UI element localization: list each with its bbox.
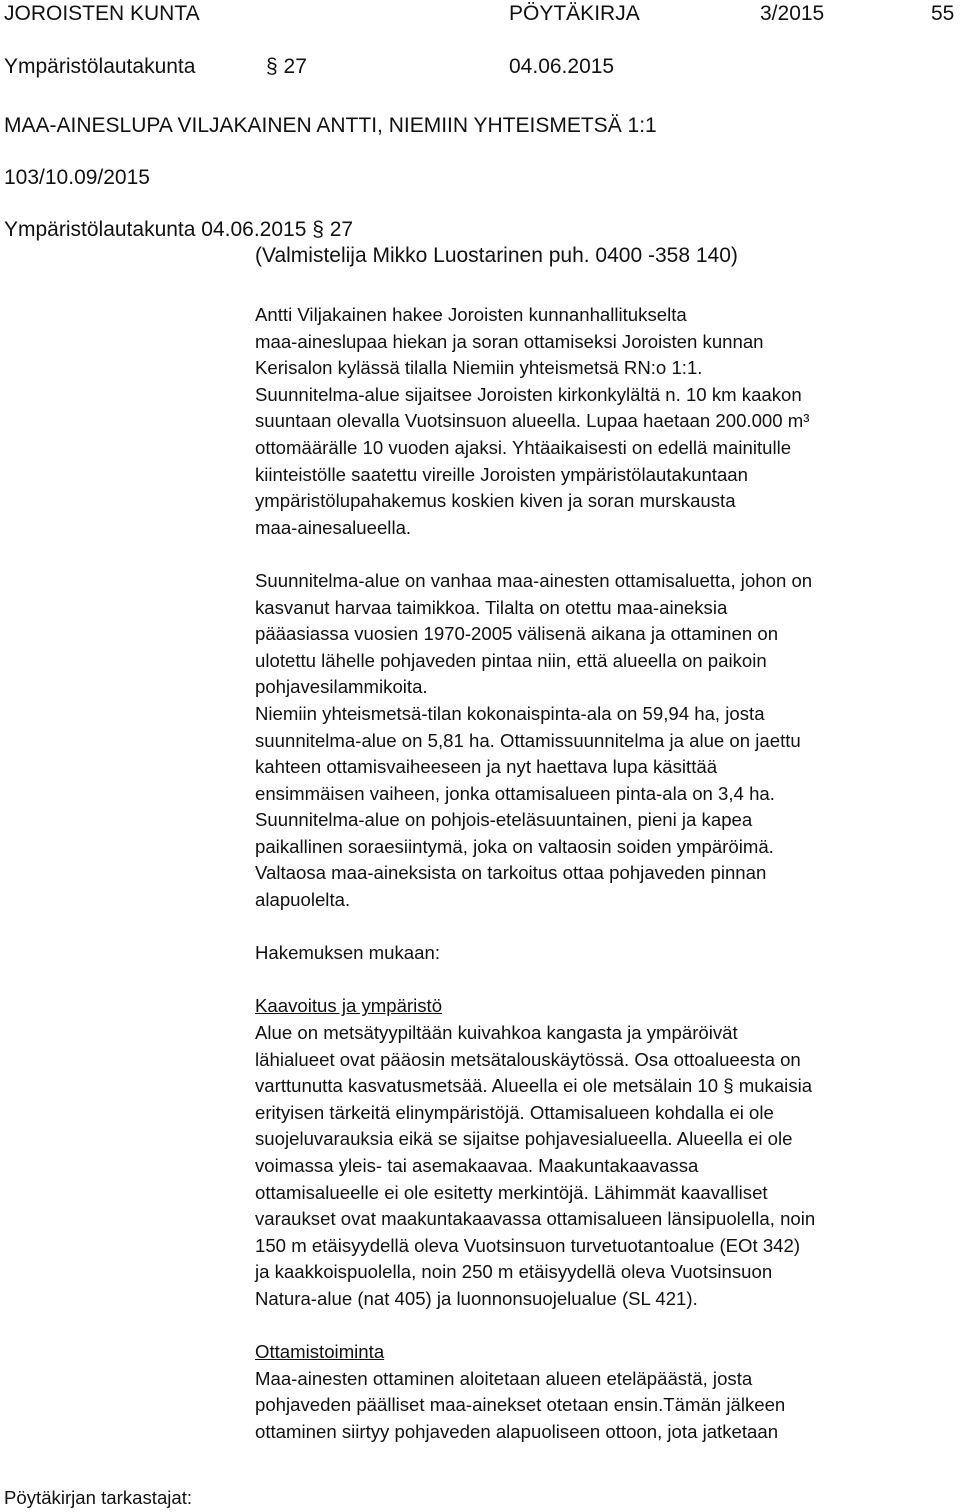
text-line: Suunnitelma-alue on pohjois-eteläsuuntainen, pieni ja kapea [255,809,753,831]
text-line: Maa-ainesten ottaminen aloitetaan alueen eteläpäästä, josta [255,1367,753,1389]
section-heading: Kaavoitus ja ympäristö [255,995,443,1017]
text-line: Alue on metsätyypiltään kuivahkoa kangasta ja ympäröivät [255,1022,738,1044]
text-line: pohjaveden päälliset maa-ainekset otetaan ensin.Tämän jälkeen [255,1394,786,1416]
meeting-reference: Ympäristölautakunta 04.06.2015 § 27 [4,218,354,241]
text-line: ottamisalueelle ei ole esitetty merkintöjä. Lähimmät kaavalliset [255,1181,768,1203]
text-line: Antti Viljakainen hakee Joroisten kunnanhallitukselta [255,304,687,325]
text-line: alapuolelta. [255,889,351,911]
text-line: Natura-alue (nat 405) ja luonnonsuojelualue (SL 421). [255,1287,698,1309]
text-line: ensimmäisen vaiheen, jonka ottamisalueen pinta-ala on 3,4 ha. [255,782,775,804]
page-number: 55 [931,2,955,25]
text-line: pohjavesilammikoita. [255,676,428,698]
text-line: ympäristölupahakemus koskien kiven ja soran murskausta [255,490,736,512]
text-line: maa-aineslupaa hiekan ja soran ottamiseksi Joroisten kunnan [255,330,764,352]
text-line: varaukset ovat maakuntakaavassa ottamisalueen länsipuolella, noin [255,1208,816,1230]
text-line: voimassa yleis- tai asemakaavaa. Maakuntakaavassa [255,1155,699,1176]
text-line: Valtaosa maa-aineksista on tarkoitus ottaa pohjaveden pinnan [255,862,767,884]
text-line: Suunnitelma-alue on vanhaa maa-ainesten ottamisaluetta, johon on [255,569,813,591]
section-heading: Ottamistoiminta [255,1341,385,1363]
text-line: ja kaakkoispuolella, noin 250 m etäisyydellä oleva Vuotsinsuon [255,1261,773,1283]
section-zoning [255,993,955,1312]
text-line: suuntaan olevalla Vuotsinsuon alueella. Lupaa haetaan 200.000 m³ [255,410,810,432]
preparer-note: (Valmistelija Mikko Luostarinen puh. 0400 -358 140) [255,244,738,267]
paragraph-application [255,302,955,541]
committee-name: Ympäristölautakunta [4,55,196,78]
text-line: Kerisalon kylässä tilalla Niemiin yhteismetsä RN:o 1:1. [255,357,703,379]
paragraph-site-description [255,568,955,914]
section-number: § 27 [266,55,307,78]
text-line: suojeluvarauksia eikä se sijaitse pohjavesialueella. Alueella ei ole [255,1128,793,1150]
text-line: kasvanut harvaa taimikkoa. Tilalta on otettu maa-aineksia [255,596,728,618]
text-line: lähialueet ovat pääosin metsätalouskäytössä. Osa ottoalueesta on [255,1048,801,1070]
text-line: erityisen tärkeitä elinympäristöjä. Ottamisalueen kohdalla ei ole [255,1101,774,1123]
text-line: pääasiassa vuosien 1970-2005 välisenä aikana ja ottaminen on [255,623,779,645]
text-line: paikallinen soraesiintymä, joka on valtaosin soiden ympäröimä. [255,835,774,857]
text-line: varttunutta kasvatusmetsää. Alueella ei ole metsälain 10 § mukaisia [255,1075,813,1097]
section-extraction [255,1339,955,1445]
text-line: 150 m etäisyydellä oleva Vuotsinsuon turvetuotantoalue (EOt 342) [255,1234,801,1256]
body-text [255,302,955,1446]
diary-number: 103/10.09/2015 [4,166,150,189]
text-line: kiinteistölle saatettu vireille Joroisten ympäristölautakuntaan [255,463,748,485]
inspectors-label: Pöytäkirjan tarkastajat: [4,1487,193,1508]
document-number: 3/2015 [760,2,825,25]
text-line: Suunnitelma-alue sijaitsee Joroisten kirkonkylältä n. 10 km kaakon [255,383,802,405]
text-line: maa-ainesalueella. [255,516,412,538]
meeting-date: 04.06.2015 [509,55,615,78]
case-title: MAA-AINESLUPA VILJAKAINEN ANTTI, NIEMIIN YHTEISMETSÄ 1:1 [4,114,657,137]
organization-name: JOROISTEN KUNTA [4,2,200,25]
text-line: Niemiin yhteismetsä-tilan kokonaispinta-ala on 59,94 ha, josta [255,702,765,724]
text-line: ottomäärälle 10 vuoden ajaksi. Yhtäaikaisesti on edellä mainitulle [255,436,792,458]
document-type: PÖYTÄKIRJA [509,2,640,25]
text-line: ulotettu lähelle pohjaveden pintaa niin, että alueella on paikoin [255,649,767,671]
text-line: kahteen ottamisvaiheeseen ja nyt haettava lupa käsittää [255,756,718,778]
text-line: suunnitelma-alue on 5,81 ha. Ottamissuunnitelma ja alue on jaettu [255,729,801,751]
application-heading: Hakemuksen mukaan: [255,942,440,964]
text-line: ottaminen siirtyy pohjaveden alapuoliseen ottoon, jota jatketaan [255,1420,779,1442]
